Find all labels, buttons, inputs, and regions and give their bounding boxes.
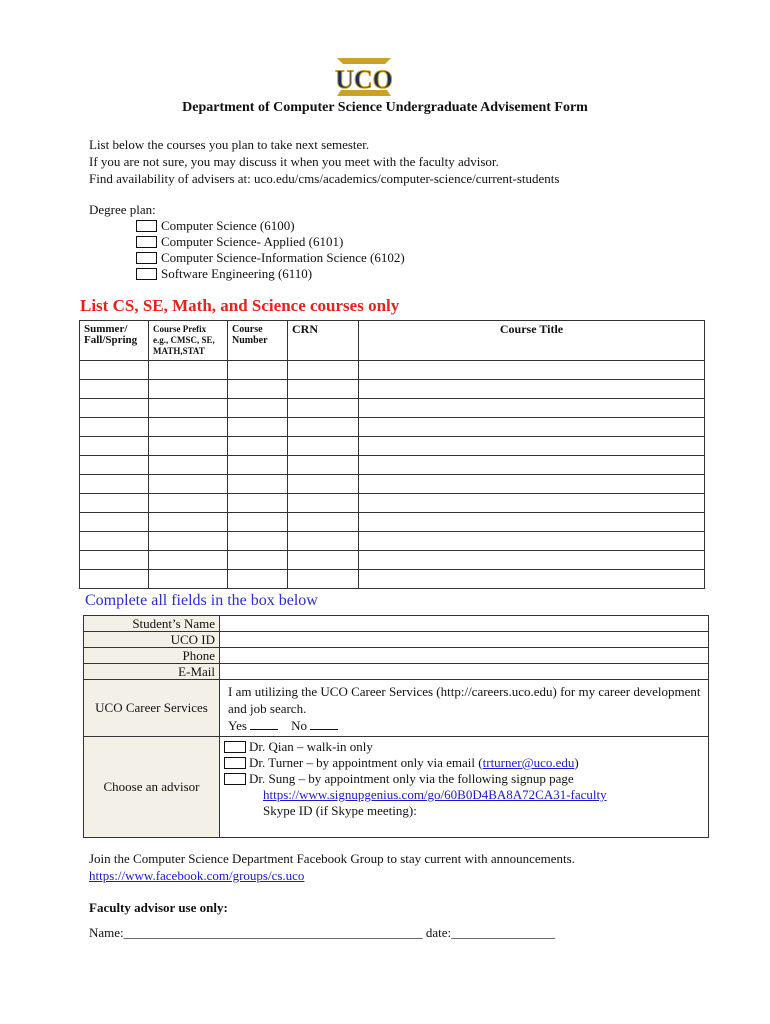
courses-heading: List CS, SE, Math, and Science courses only	[80, 296, 400, 315]
degree-option-label: Computer Science-Information Science (6102)	[161, 250, 405, 265]
checkbox[interactable]	[136, 220, 157, 232]
degree-option[interactable]	[136, 218, 405, 234]
no-label: No	[291, 717, 308, 733]
table-row[interactable]	[80, 551, 705, 570]
checkbox[interactable]	[136, 268, 157, 280]
degree-option-label: Software Engineering (6110)	[161, 266, 313, 281]
advisor-option[interactable]	[224, 739, 704, 755]
choose-advisor-label: Choose an advisor	[84, 737, 220, 838]
svg-text:UCO: UCO	[335, 65, 393, 94]
uco-logo	[333, 50, 395, 100]
checkbox[interactable]	[224, 757, 246, 769]
degree-plan-options	[136, 218, 405, 282]
degree-option-label: Computer Science- Applied (6101)	[161, 234, 344, 249]
advisor-option[interactable]	[224, 755, 704, 771]
table-row[interactable]	[80, 513, 705, 532]
advisor-option-label: Dr. Qian – walk-in only	[249, 739, 373, 754]
phone-field[interactable]	[220, 648, 709, 664]
courses-table	[79, 320, 705, 589]
yes-blank[interactable]	[250, 717, 278, 730]
advisor-options	[220, 737, 709, 838]
advisor2-close: )	[574, 755, 579, 770]
table-row[interactable]	[80, 456, 705, 475]
faculty-use-label: Faculty advisor use only:	[89, 900, 228, 915]
table-row[interactable]	[80, 418, 705, 437]
table-row[interactable]	[80, 380, 705, 399]
checkbox[interactable]	[224, 773, 246, 785]
facebook-note	[89, 850, 575, 884]
title-header: Course Title	[359, 321, 705, 361]
uco-id-label: UCO ID	[84, 632, 220, 648]
career-services-text: I am utilizing the UCO Career Services (http://careers.uco.edu) for my career development and job search.	[228, 683, 701, 716]
skype-label: Skype ID (if Skype meeting):	[263, 803, 417, 818]
intro-line: List below the courses you plan to take next semester.	[89, 137, 370, 152]
email-label: E-Mail	[84, 664, 220, 680]
students-name-field[interactable]	[220, 616, 709, 632]
table-row[interactable]	[80, 532, 705, 551]
degree-plan-label: Degree plan:	[89, 202, 156, 217]
checkbox[interactable]	[136, 252, 157, 264]
advisor-option-label	[249, 755, 579, 771]
term-header: Summer/ Fall/Spring	[80, 321, 149, 361]
degree-option[interactable]	[136, 266, 405, 282]
table-row[interactable]	[80, 361, 705, 380]
number-header: Course Number	[228, 321, 288, 361]
students-name-label: Student’s Name	[84, 616, 220, 632]
info-heading: Complete all fields in the box below	[85, 592, 318, 609]
courses-header-row	[80, 321, 705, 361]
advisor-option[interactable]	[224, 771, 704, 787]
table-row[interactable]	[80, 570, 705, 589]
signup-link[interactable]: https://www.signupgenius.com/go/60B0D4BA8A72CA31-faculty	[263, 787, 607, 802]
prefix-header: Course Prefix e.g., CMSC, SE, MATH,STAT	[149, 321, 228, 361]
checkbox[interactable]	[224, 741, 246, 753]
advisor2-text: Dr. Turner – by appointment only via email (	[249, 755, 483, 770]
table-row[interactable]	[80, 437, 705, 456]
intro-text	[89, 136, 559, 187]
degree-option[interactable]	[136, 250, 405, 266]
intro-line: Find availability of advisers at: uco.edu/cms/academics/computer-science/current-students	[89, 171, 560, 186]
no-blank[interactable]	[310, 717, 338, 730]
advisor-email-link[interactable]: trturner@uco.edu	[482, 755, 575, 770]
phone-label: Phone	[84, 648, 220, 664]
career-services-label: UCO Career Services	[84, 680, 220, 737]
table-row[interactable]	[80, 494, 705, 513]
table-row[interactable]	[80, 475, 705, 494]
advisor-option-label: Dr. Sung – by appointment only via the following signup page	[249, 771, 574, 786]
join-text: Join the Computer Science Department Facebook Group to stay current with announcements.	[89, 851, 575, 866]
student-info-table	[83, 615, 709, 838]
name-date-line[interactable]: Name:______________________________________________ date:________________	[89, 925, 556, 940]
crn-header: CRN	[288, 321, 359, 361]
facebook-link[interactable]: https://www.facebook.com/groups/cs.uco	[89, 868, 305, 883]
intro-line: If you are not sure, you may discuss it when you meet with the faculty advisor.	[89, 154, 499, 169]
table-row[interactable]	[80, 399, 705, 418]
checkbox[interactable]	[136, 236, 157, 248]
degree-option[interactable]	[136, 234, 405, 250]
career-services-field	[220, 680, 709, 737]
form-title: Department of Computer Science Undergraduate Advisement Form	[182, 100, 588, 115]
yes-label: Yes	[228, 717, 247, 733]
email-field[interactable]	[220, 664, 709, 680]
uco-id-field[interactable]	[220, 632, 709, 648]
degree-option-label: Computer Science (6100)	[161, 218, 295, 233]
